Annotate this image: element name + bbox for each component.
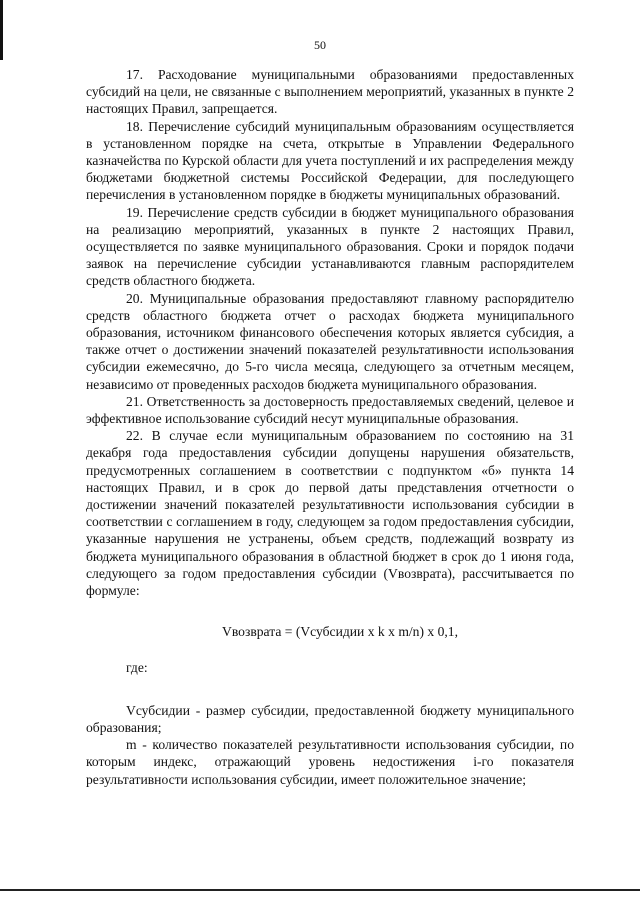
- paragraph-20: 20. Муниципальные образования предоставляют главному распорядителю средств областного бюджета отчет о расходах бюджета муниципального образования, источником финансового обеспечения которых является субсидия, а также отчет о достижении значений показателей результативности использования субсидии ежемесячно, до 5-го числа месяца, следующего за отчетным месяцем, независимо от проведенных расходов бюджета муниципального образования.: [86, 290, 574, 392]
- definition-v-subsidy: Vсубсидии - размер субсидии, предоставленной бюджету муниципального образования;: [86, 702, 574, 735]
- paragraph-22: 22. В случае если муниципальным образованием по состоянию на 31 декабря года предоставления субсидии допущены нарушения обязательств, предусмотренных соглашением в соответствии с подпунктом «б» пункта 14 настоящих Правил, и в срок до первой даты представления отчетности о достижении значений показателей результативности использования субсидии в соответствии с соглашением в году, следующем за годом предоставления субсидии, указанные нарушения не устранены, объем средств, подлежащий возврату из бюджета муниципального образования в областной бюджет в срок до 1 июня года, следующего за годом предоставления субсидии (Vвозврата), рассчитывается по формуле:: [86, 428, 574, 599]
- paragraph-17: 17. Расходование муниципальными образованиями предоставленных субсидий на цели, не связанные с выполнением мероприятий, указанных в пункте 2 настоящих Правил, запрещается.: [86, 67, 574, 117]
- definition-m-count: m - количество показателей результативности использования субсидии, по которым индекс, отражающий уровень недостижения i-го показателя результативности использования субсидии, имеет положительное значение;: [86, 737, 574, 787]
- scan-bottom-edge: [0, 889, 640, 891]
- document-body: [86, 66, 574, 788]
- page-number: 50: [314, 38, 326, 52]
- paragraph-19: 19. Перечисление средств субсидии в бюджет муниципального образования на реализацию мероприятий, указанных в пункте 2 настоящих Правил, осуществляется по заявке муниципального образования. Сроки и порядок подачи заявок на перечисление субсидии устанавливаются главным распорядителем средств областного бюджета.: [86, 204, 574, 289]
- refund-formula: Vвозврата = (Vсубсидии x k x m/n) x 0,1,: [222, 624, 458, 640]
- paragraph-18: 18. Перечисление субсидий муниципальным образованиям осуществляется в установленном порядке на счета, открытые в Управлении Федерального казначейства по Курской области для учета поступлений и их распределения между бюджетами бюджетной системы Российской Федерации, для последующего перечисления в установленном порядке в бюджеты муниципальных образований.: [86, 118, 574, 203]
- paragraph-21: 21. Ответственность за достоверность предоставляемых сведений, целевое и эффективное использование субсидий несут муниципальные образования.: [86, 393, 574, 427]
- where-label: где:: [126, 659, 148, 675]
